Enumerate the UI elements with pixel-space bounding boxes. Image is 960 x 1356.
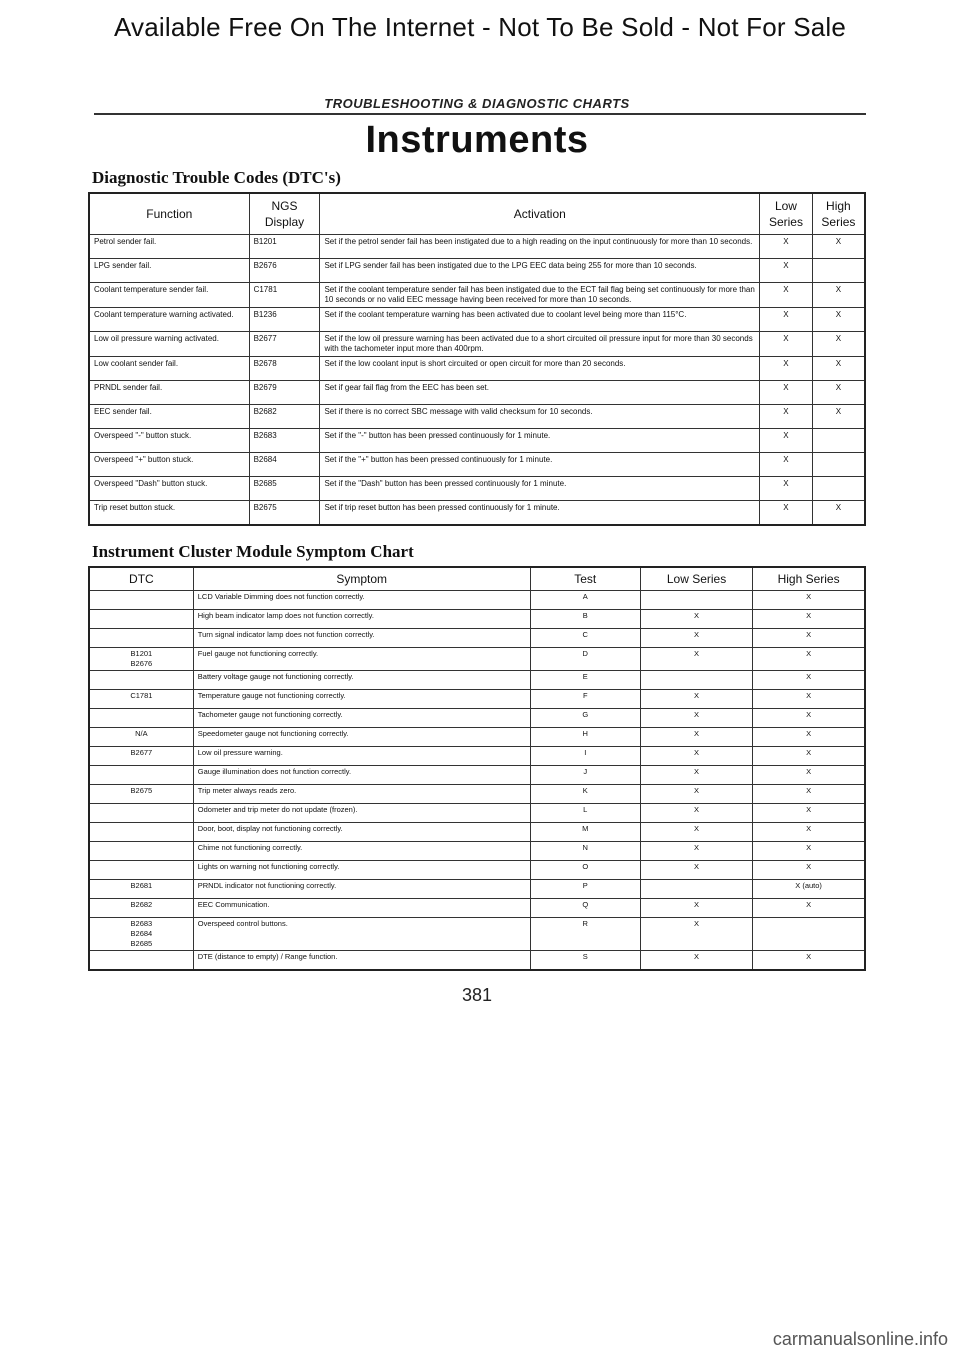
low-series-cell: X [640,951,752,971]
table-row [89,429,865,453]
activation-cell: Set if the "-" button has been pressed continuously for 1 minute. [320,429,760,453]
dtc-cell: B2681 [89,880,193,899]
ngs-code-cell: B2675 [249,501,320,526]
table-row [89,629,865,648]
activation-cell: Set if the petrol sender fail has been instigated due to a high reading on the input continuously for more than 10 seconds. [320,235,760,259]
test-cell: P [530,880,640,899]
table-row [89,501,865,526]
low-series-cell: X [760,405,813,429]
high-series-cell: X [753,648,865,671]
low-series-cell: X [640,842,752,861]
section-gap [88,526,866,542]
test-cell: K [530,785,640,804]
high-series-cell: X [753,951,865,971]
table-row [89,880,865,899]
high-series-cell [753,918,865,951]
test-cell: S [530,951,640,971]
symptom-cell: EEC Communication. [193,899,530,918]
banner-text: Available Free On The Internet - Not To Be Sold - Not For Sale [113,12,847,42]
low-series-cell: X [640,610,752,629]
symptom-cell: Tachometer gauge not functioning correctly. [193,709,530,728]
dtc-col-low: Low Series [760,193,813,235]
ngs-code-cell: B2676 [249,259,320,283]
table-row [89,671,865,690]
low-series-cell: X [760,308,813,332]
low-series-cell [640,591,752,610]
high-series-cell: X [753,804,865,823]
high-series-cell: X [812,332,865,357]
high-series-cell: X [753,823,865,842]
symptom-col-dtc: DTC [89,567,193,591]
ngs-code-cell: B2684 [249,453,320,477]
high-series-cell: X [753,899,865,918]
high-series-cell [812,453,865,477]
test-cell: B [530,610,640,629]
symptom-cell: PRNDL indicator not functioning correctly. [193,880,530,899]
low-series-cell: X [640,690,752,709]
low-series-cell: X [640,804,752,823]
function-cell: Coolant temperature warning activated. [89,308,249,332]
activation-cell: Set if LPG sender fail has been instigated due to the LPG EEC data being 255 for more than 10 seconds. [320,259,760,283]
page-title: Instruments [365,119,589,161]
activation-cell: Set if gear fail flag from the EEC has been set. [320,381,760,405]
dtc-cell [89,709,193,728]
ngs-code-cell: C1781 [249,283,320,308]
watermark-text: carmanualsonline.info [772,1329,948,1349]
symptom-cell: Temperature gauge not functioning correctly. [193,690,530,709]
test-cell: R [530,918,640,951]
activation-cell: Set if the coolant temperature warning has been activated due to coolant level being more than 115°C. [320,308,760,332]
activation-cell: Set if the low coolant input is short circuited or open circuit for more than 20 seconds. [320,357,760,381]
low-series-cell: X [760,332,813,357]
high-series-cell: X [753,728,865,747]
high-series-cell: X [812,405,865,429]
activation-cell: Set if there is no correct SBC message with valid checksum for 10 seconds. [320,405,760,429]
symptom-cell: Turn signal indicator lamp does not function correctly. [193,629,530,648]
function-cell: LPG sender fail. [89,259,249,283]
running-header: TROUBLESHOOTING & DIAGNOSTIC CHARTS [324,96,630,111]
low-series-cell: X [640,728,752,747]
symptom-cell: Speedometer gauge not functioning correctly. [193,728,530,747]
low-series-cell: X [640,918,752,951]
table-row [89,899,865,918]
high-series-cell [812,429,865,453]
dtc-table [88,192,866,526]
function-cell: Petrol sender fail. [89,235,249,259]
table-row [89,918,865,951]
ngs-code-cell: B2677 [249,332,320,357]
activation-cell: Set if the "Dash" button has been pressed continuously for 1 minute. [320,477,760,501]
test-cell: I [530,747,640,766]
test-cell: M [530,823,640,842]
high-series-cell: X [812,381,865,405]
low-series-cell: X [640,861,752,880]
function-cell: Trip reset button stuck. [89,501,249,526]
table-row [89,823,865,842]
table-row [89,308,865,332]
ngs-code-cell: B1236 [249,308,320,332]
high-series-cell: X [753,785,865,804]
dtc-cell: N/A [89,728,193,747]
table-row [89,591,865,610]
high-series-cell [812,477,865,501]
dtc-col-ngs: NGS Display [249,193,320,235]
low-series-cell: X [760,477,813,501]
manual-page [88,96,866,1006]
dtc-cell: B2675 [89,785,193,804]
low-series-cell: X [640,766,752,785]
low-series-cell [640,671,752,690]
test-cell: J [530,766,640,785]
table-row [89,709,865,728]
dtc-cell: C1781 [89,690,193,709]
table-row [89,766,865,785]
test-cell: E [530,671,640,690]
test-cell: G [530,709,640,728]
high-series-cell: X [753,842,865,861]
dtc-cell [89,671,193,690]
high-series-cell: X [753,591,865,610]
dtc-cell [89,951,193,971]
symptom-cell: Low oil pressure warning. [193,747,530,766]
high-series-cell: X [753,766,865,785]
table-row [89,728,865,747]
table-row [89,610,865,629]
low-series-cell: X [640,747,752,766]
table-row [89,951,865,971]
table-row [89,453,865,477]
symptom-table-body [89,591,865,971]
table-row [89,842,865,861]
symptom-col-symptom: Symptom [193,567,530,591]
symptom-cell: Overspeed control buttons. [193,918,530,951]
symptom-cell: LCD Variable Dimming does not function correctly. [193,591,530,610]
function-cell: Overspeed "+" button stuck. [89,453,249,477]
symptom-header-row [89,567,865,591]
symptom-col-test: Test [530,567,640,591]
dtc-cell: B2683 B2684 B2685 [89,918,193,951]
ngs-code-cell: B2678 [249,357,320,381]
symptom-cell: Trip meter always reads zero. [193,785,530,804]
dtc-cell: B2682 [89,899,193,918]
low-series-cell: X [640,709,752,728]
low-series-cell: X [640,899,752,918]
high-series-cell: X [812,235,865,259]
symptom-cell: High beam indicator lamp does not function correctly. [193,610,530,629]
dtc-cell [89,766,193,785]
high-series-cell [812,259,865,283]
test-cell: Q [530,899,640,918]
high-series-cell: X [812,308,865,332]
table-row [89,747,865,766]
dtc-cell [89,610,193,629]
symptom-col-high: High Series [753,567,865,591]
dtc-cell [89,823,193,842]
test-cell: L [530,804,640,823]
high-series-cell: X [812,357,865,381]
low-series-cell: X [760,259,813,283]
table-row [89,804,865,823]
dtc-cell [89,861,193,880]
function-cell: Overspeed "-" button stuck. [89,429,249,453]
high-series-cell: X (auto) [753,880,865,899]
function-cell: EEC sender fail. [89,405,249,429]
low-series-cell: X [760,429,813,453]
table-row [89,235,865,259]
function-cell: PRNDL sender fail. [89,381,249,405]
symptom-col-low: Low Series [640,567,752,591]
low-series-cell: X [760,501,813,526]
symptom-table [88,566,866,971]
test-cell: N [530,842,640,861]
low-series-cell: X [640,629,752,648]
function-cell: Low oil pressure warning activated. [89,332,249,357]
test-cell: A [530,591,640,610]
symptom-cell: Odometer and trip meter do not update (frozen). [193,804,530,823]
high-series-cell: X [753,610,865,629]
dtc-col-high: High Series [812,193,865,235]
low-series-cell: X [760,283,813,308]
ngs-code-cell: B2683 [249,429,320,453]
low-series-cell: X [760,453,813,477]
table-row [89,477,865,501]
low-series-cell: X [760,357,813,381]
high-series-cell: X [753,861,865,880]
low-series-cell: X [640,648,752,671]
ngs-code-cell: B2679 [249,381,320,405]
test-cell: O [530,861,640,880]
dtc-table-body [89,235,865,526]
low-series-cell: X [760,235,813,259]
high-series-cell: X [812,283,865,308]
table-row [89,357,865,381]
test-cell: D [530,648,640,671]
symptom-cell: Door, boot, display not functioning correctly. [193,823,530,842]
high-series-cell: X [753,709,865,728]
high-series-cell: X [753,690,865,709]
table-row [89,648,865,671]
dtc-cell [89,629,193,648]
dtc-col-function: Function [89,193,249,235]
low-series-cell: X [760,381,813,405]
table-row [89,690,865,709]
function-cell: Overspeed "Dash" button stuck. [89,477,249,501]
activation-cell: Set if the coolant temperature sender fail has been instigated due to the ECT fail flag being set continuously for more than 10 seconds or no valid EEC message having been received for more than 10 seconds. [320,283,760,308]
symptom-cell: Fuel gauge not functioning correctly. [193,648,530,671]
table-row [89,283,865,308]
table-row [89,381,865,405]
dtc-cell [89,842,193,861]
dtc-cell [89,591,193,610]
ngs-code-cell: B2682 [249,405,320,429]
symptom-cell: Battery voltage gauge not functioning correctly. [193,671,530,690]
table-row [89,405,865,429]
header-rule [94,113,866,115]
function-cell: Low coolant sender fail. [89,357,249,381]
dtc-cell [89,804,193,823]
ngs-code-cell: B2685 [249,477,320,501]
dtc-cell: B2677 [89,747,193,766]
high-series-cell: X [753,747,865,766]
symptom-cell: DTE (distance to empty) / Range function. [193,951,530,971]
low-series-cell: X [640,823,752,842]
high-series-cell: X [753,629,865,648]
high-series-cell: X [812,501,865,526]
symptom-heading: Instrument Cluster Module Symptom Chart [92,542,414,561]
activation-cell: Set if the "+" button has been pressed continuously for 1 minute. [320,453,760,477]
symptom-cell: Chime not functioning correctly. [193,842,530,861]
test-cell: F [530,690,640,709]
dtc-cell: B1201 B2676 [89,648,193,671]
test-cell: H [530,728,640,747]
activation-cell: Set if the low oil pressure warning has been activated due to a short circuited oil pressure input for more than 30 seconds with the tachometer input more than 400rpm. [320,332,760,357]
table-row [89,861,865,880]
dtc-col-activation: Activation [320,193,760,235]
test-cell: C [530,629,640,648]
table-row [89,785,865,804]
dtc-heading: Diagnostic Trouble Codes (DTC's) [92,168,341,187]
page-number: 381 [461,985,493,1005]
symptom-cell: Gauge illumination does not function correctly. [193,766,530,785]
activation-cell: Set if trip reset button has been pressed continuously for 1 minute. [320,501,760,526]
high-series-cell: X [753,671,865,690]
dtc-header-row [89,193,865,235]
low-series-cell [640,880,752,899]
table-row [89,332,865,357]
low-series-cell: X [640,785,752,804]
function-cell: Coolant temperature sender fail. [89,283,249,308]
symptom-cell: Lights on warning not functioning correctly. [193,861,530,880]
ngs-code-cell: B1201 [249,235,320,259]
table-row [89,259,865,283]
